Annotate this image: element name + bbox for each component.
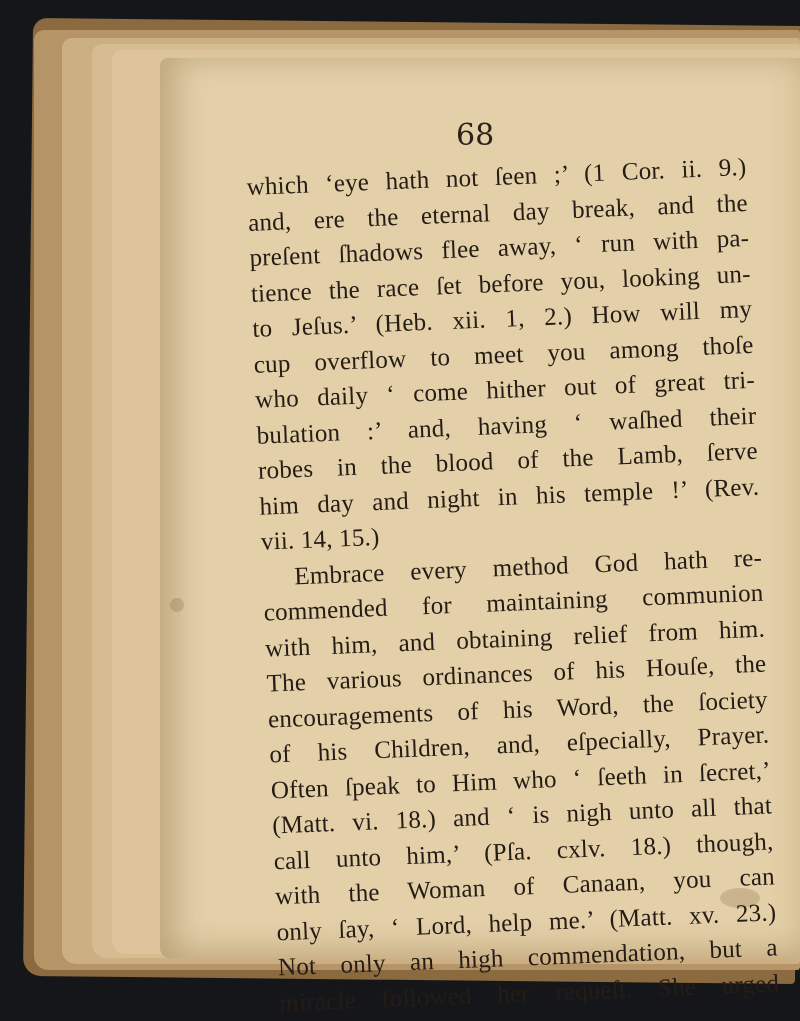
text-line: robes in the blood of the Lamb, ſerve bbox=[257, 437, 759, 485]
text-line: vii. 14, 15.) bbox=[260, 523, 380, 556]
text-line: Often ſpeak to Him who ‘ ſeeth in ſecret,’ bbox=[270, 756, 772, 804]
text-line: preſent ſhadows flee away, ‘ run with pa- bbox=[249, 224, 750, 272]
text-line: commended for maintaining communion bbox=[263, 579, 764, 627]
text-line: who daily ‘ come hither out of great tri- bbox=[254, 366, 756, 414]
text-line: and, ere the eternal day break, and the bbox=[247, 189, 749, 237]
text-line: The various ordinances of his Houſe, the bbox=[266, 650, 767, 698]
page-text bbox=[246, 150, 780, 1021]
text-line: miracle followed her requeſt. She urged bbox=[278, 969, 780, 1017]
text-line: encouragements of his Word, the ſociety bbox=[267, 686, 769, 734]
text-line: cup overflow to meet you among thoſe bbox=[253, 331, 754, 379]
stain bbox=[170, 598, 184, 612]
text-line: only ſay, ‘ Lord, help me.’ (Matt. xv. 23.) bbox=[276, 898, 777, 946]
page-number: 68 bbox=[456, 118, 495, 153]
text-line: with the Woman of Canaan, you can bbox=[274, 863, 776, 911]
text-line: call unto him,’ (Pſa. cxlv. 18.) though, bbox=[273, 827, 774, 875]
text-line: tience the race ſet before you, looking un- bbox=[250, 260, 752, 308]
text-line: with him, and obtaining relief from him. bbox=[264, 615, 766, 663]
text-line: bulation :’ and, having ‘ waſhed their bbox=[256, 402, 757, 450]
text-line: to Jeſus.’ (Heb. xii. 1, 2.) How will my bbox=[251, 295, 753, 343]
text-line: Not only an high commendation, but a bbox=[277, 934, 779, 982]
text-line: (Matt. vi. 18.) and ‘ is nigh unto all that bbox=[271, 792, 773, 840]
text-line: Embrace every method God hath re- bbox=[293, 544, 763, 590]
text-line: him day and night in his temple !’ (Rev. bbox=[258, 473, 760, 521]
text-line: which ‘eye hath not ſeen ;’ (1 Cor. ii. 9.) bbox=[246, 153, 747, 201]
text-line: of his Children, and, eſpecially, Prayer. bbox=[268, 721, 770, 769]
